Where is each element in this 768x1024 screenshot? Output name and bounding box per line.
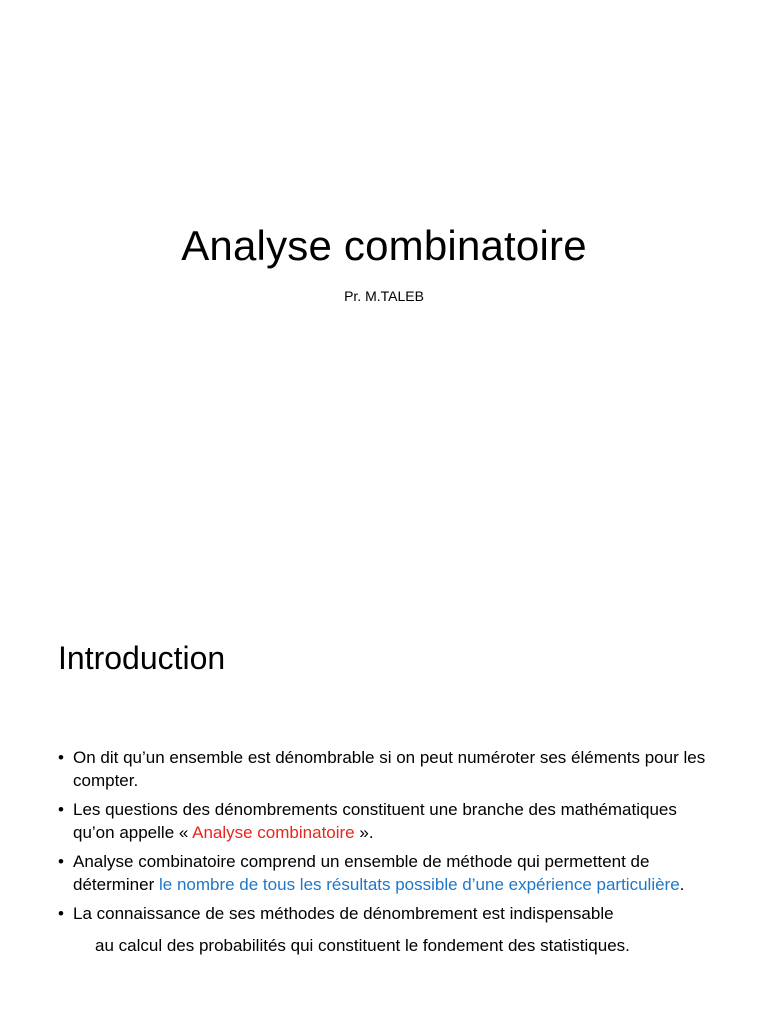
section-heading: Introduction — [58, 640, 226, 676]
bullet-text: La connaissance de ses méthodes de dénombrement est indispensable — [73, 904, 614, 923]
bullet-text: Analyse combinatoire comprend un ensemble de méthode qui permettent de déterminer — [73, 852, 650, 894]
introduction-slide — [0, 560, 768, 1024]
bullet-text: On dit qu’un ensemble est dénombrable si on peut numéroter ses éléments pour les compter. — [73, 748, 706, 790]
author-name: Pr. M.TALEB — [344, 288, 424, 304]
bullet-text-end: ». — [354, 823, 374, 842]
bullet-text-end: . — [679, 875, 685, 894]
bullet-item — [58, 746, 718, 792]
highlighted-phrase: le nombre de tous les résultats possible d’une expérience particulière — [158, 875, 680, 894]
bullet-text: Les questions des dénombrements constituent une branche des mathématiques qu’on appelle « — [73, 800, 677, 842]
bullet-continuation: au calcul des probabilités qui constituent le fondement des statistiques. — [95, 936, 630, 955]
presentation-title: Analyse combinatoire — [181, 222, 587, 269]
bullet-item — [58, 850, 718, 896]
bullet-list — [58, 746, 718, 963]
bullet-item — [58, 798, 718, 844]
bullet-item — [58, 902, 718, 957]
highlighted-term: Analyse combinatoire — [192, 823, 355, 842]
